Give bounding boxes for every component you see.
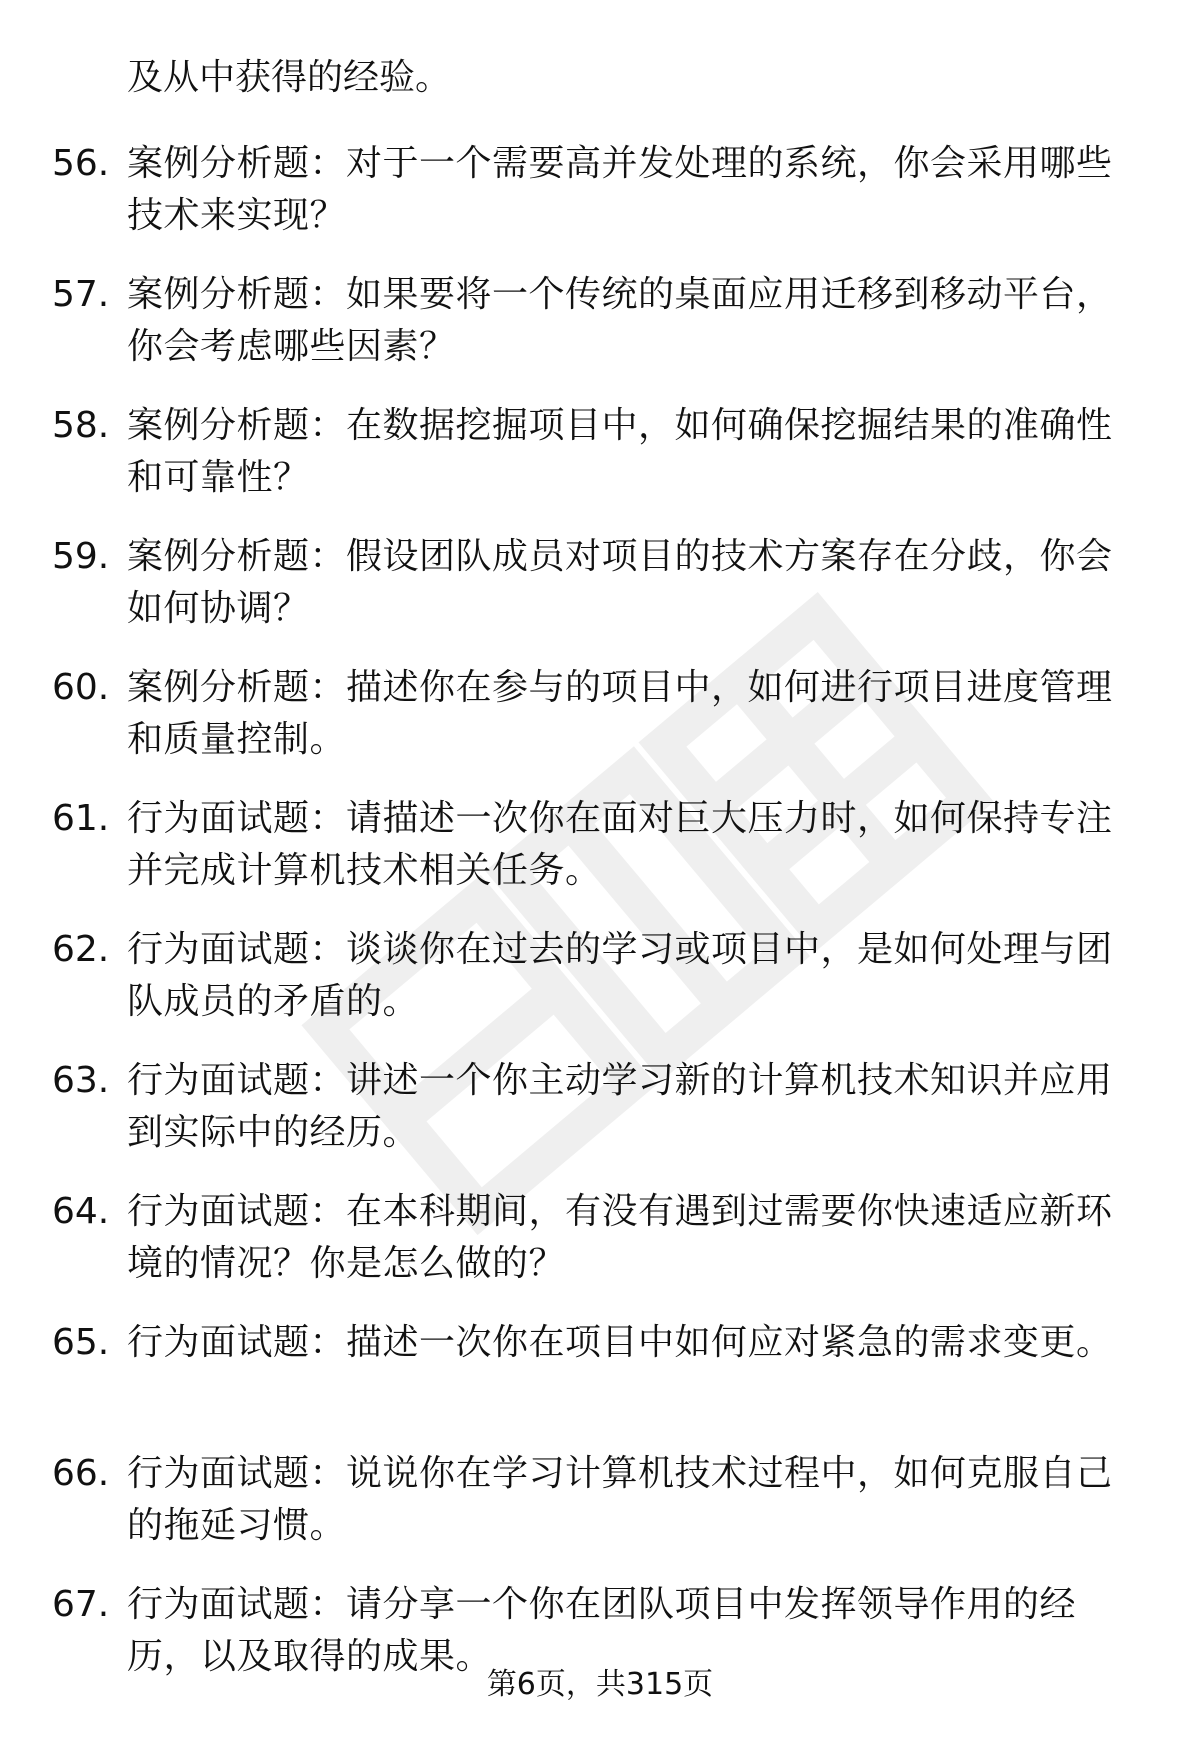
question-item (0, 1055, 1200, 1186)
question-item (0, 793, 1200, 924)
question-item (0, 400, 1200, 531)
question-number: 59. (52, 536, 110, 577)
question-item (0, 924, 1200, 1055)
question-number: 61. (52, 798, 110, 839)
continuation-text: 及从中获得的经验。 (127, 57, 452, 98)
question-number: 67. (52, 1584, 110, 1625)
question-number: 64. (52, 1191, 110, 1232)
question-item (0, 662, 1200, 793)
question-text: 行为面试题：请分享一个你在团队项目中发挥领导作用的经历，以及取得的成果。 (127, 1584, 1077, 1677)
question-item (0, 269, 1200, 400)
question-text: 案例分析题：假设团队成员对项目的技术方案存在分歧，你会如何协调？ (127, 536, 1113, 629)
question-text: 案例分析题：描述你在参与的项目中，如何进行项目进度管理和质量控制。 (127, 667, 1113, 760)
question-number: 60. (52, 667, 110, 708)
question-number: 66. (52, 1453, 110, 1494)
page-footer: 第6页，共315页 (486, 1667, 714, 1702)
question-number: 62. (52, 929, 110, 970)
question-text: 行为面试题：谈谈你在过去的学习或项目中，是如何处理与团队成员的矛盾的。 (127, 929, 1113, 1022)
question-item (0, 1448, 1200, 1579)
question-text: 行为面试题：在本科期间，有没有遇到过需要你快速适应新环境的情况？你是怎么做的？ (127, 1191, 1113, 1284)
question-text: 行为面试题：说说你在学习计算机技术过程中，如何克服自己的拖延习惯。 (127, 1453, 1113, 1546)
question-list (0, 138, 1200, 1710)
question-text: 行为面试题：请描述一次你在面对巨大压力时，如何保持专注并完成计算机技术相关任务。 (127, 798, 1113, 891)
question-item (0, 531, 1200, 662)
question-text: 案例分析题：如果要将一个传统的桌面应用迁移到移动平台，你会考虑哪些因素？ (127, 274, 1113, 367)
question-number: 56. (52, 143, 110, 184)
question-text: 案例分析题：在数据挖掘项目中，如何确保挖掘结果的准确性和可靠性？ (127, 405, 1113, 498)
question-text: 行为面试题：描述一次你在项目中如何应对紧急的需求变更。 (127, 1322, 1113, 1363)
question-text: 案例分析题：对于一个需要高并发处理的系统，你会采用哪些技术来实现？ (127, 143, 1113, 236)
question-number: 58. (52, 405, 110, 446)
question-item (0, 1186, 1200, 1317)
question-item (0, 1317, 1200, 1448)
question-number: 65. (52, 1322, 110, 1363)
question-text: 行为面试题：讲述一个你主动学习新的计算机技术知识并应用到实际中的经历。 (127, 1060, 1113, 1153)
question-number: 63. (52, 1060, 110, 1101)
question-item (0, 138, 1200, 269)
question-number: 57. (52, 274, 110, 315)
